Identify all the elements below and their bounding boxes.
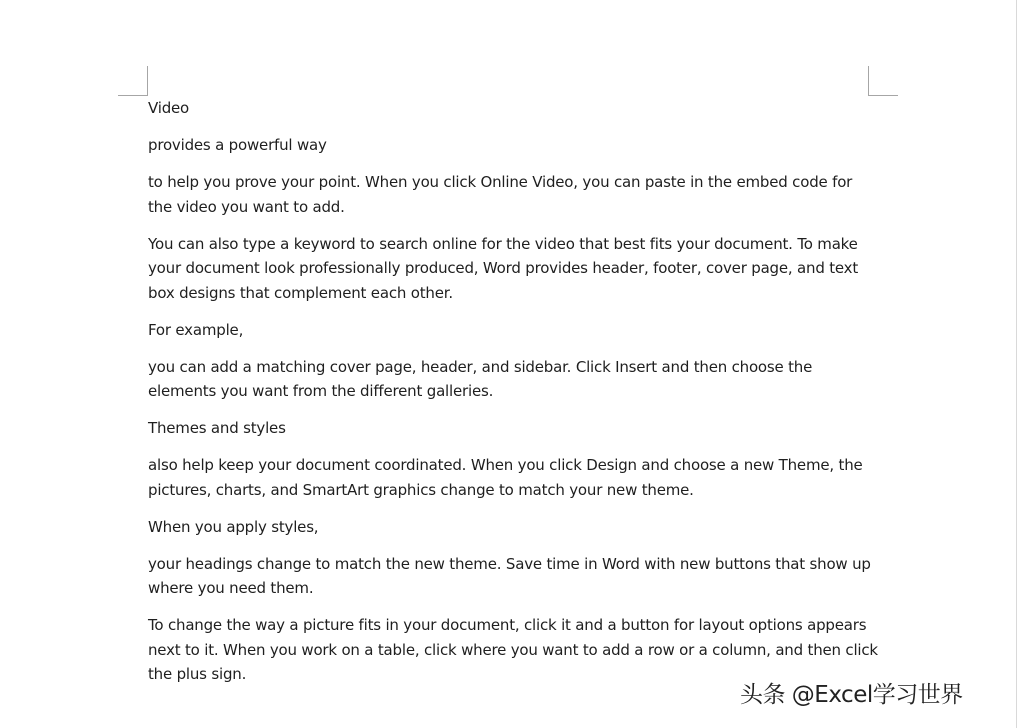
paragraph[interactable]: to help you prove your point. When you click Online Video, you can paste in the embed code for the video you want to add. <box>148 173 853 216</box>
document-body[interactable] <box>148 96 878 699</box>
paragraph[interactable]: Themes and styles <box>148 419 286 437</box>
watermark: 头条 @Excel学习世界 <box>740 682 963 708</box>
paragraph[interactable]: You can also type a keyword to search online for the video that best fits your document. To make your document look professionally produced, Word provides header, footer, cover page, and text box designs that complement each other. <box>148 234 859 302</box>
paragraph[interactable]: provides a powerful way <box>148 136 327 154</box>
paragraph[interactable]: you can add a matching cover page, header, and sidebar. Click Insert and then choose the elements you want from the different galleries. <box>148 357 813 400</box>
paragraph[interactable]: To change the way a picture fits in your document, click it and a button for layout options appears next to it. When you work on a table, click where you want to add a row or a column, and then click the plus sign. <box>148 616 878 683</box>
paragraph[interactable]: also help keep your document coordinated. When you click Design and choose a new Theme, the pictures, charts, and SmartArt graphics change to match your new theme. <box>148 456 863 499</box>
paragraph[interactable]: When you apply styles, <box>148 517 319 536</box>
paragraph[interactable]: For example, <box>148 320 244 339</box>
crop-mark-top-left-vertical <box>147 66 148 95</box>
crop-mark-top-right-vertical <box>868 66 869 95</box>
crop-mark-top-left-horizontal <box>118 95 148 96</box>
paragraph[interactable]: Video <box>148 99 190 117</box>
paragraph[interactable]: your headings change to match the new theme. Save time in Word with new buttons that show up where you need them. <box>148 554 871 597</box>
page-edge <box>1016 0 1017 728</box>
